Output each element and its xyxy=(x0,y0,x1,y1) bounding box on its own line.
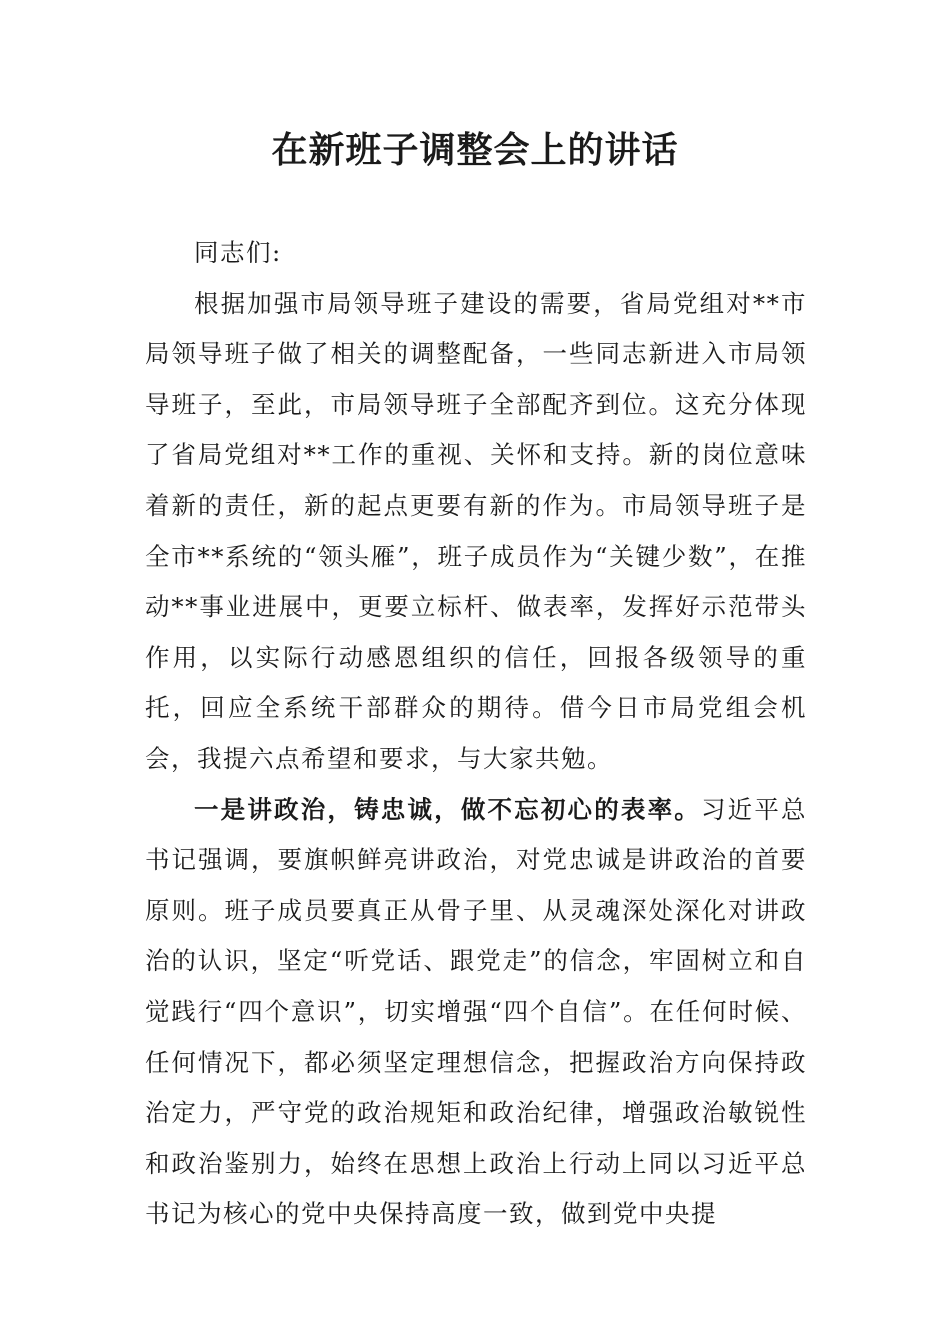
page-title: 在新班子调整会上的讲话 xyxy=(271,129,679,171)
paragraph-text: 习近平总书记强调，要旗帜鲜亮讲政治，对党忠诚是讲政治的首要原则。班子成员要真正从骨子里、从灵魂深处深化对讲政治的认识，坚定“听党话、跟党走”的信念，牢固树立和自觉践行“四个意识”，切实增强“四个自信”。在任何时候、任何情况下，都必须坚定理想信念，把握政治方向保持政治定力，严守党的政治规矩和政治纪律，增强政治敏锐性和政治鉴别力，始终在思想上政治上行动上同以习近平总书记为核心的党中央保持高度一致，做到党中央提 xyxy=(145,794,807,1229)
paragraph-point-one xyxy=(145,785,807,1240)
paragraph-text: 根据加强市局领导班子建设的需要，省局党组对**市局领导班子做了相关的调整配备，一些同志新进入市局领导班子，至此，市局领导班子全部配齐到位。这充分体现了省局党组对**工作的重视、关怀和支持。新的岗位意味着新的责任，新的起点更要有新的作为。市局领导班子是全市**系统的“领头雁”，班子成员作为“关键少数”，在推动**事业进展中，更要立标杆、做表率，发挥好示范带头作用，以实际行动感恩组织的信任，回报各级领导的重托，回应全系统干部群众的期待。借今日市局党组会机会，我提六点希望和要求，与大家共勉。 xyxy=(145,288,807,773)
salutation: 同志们: xyxy=(194,238,282,267)
document-body xyxy=(145,228,807,1240)
paragraph-intro xyxy=(145,279,807,785)
paragraph-lead: 一是讲政治，铸忠诚，做不忘初心的表率。 xyxy=(194,794,701,824)
